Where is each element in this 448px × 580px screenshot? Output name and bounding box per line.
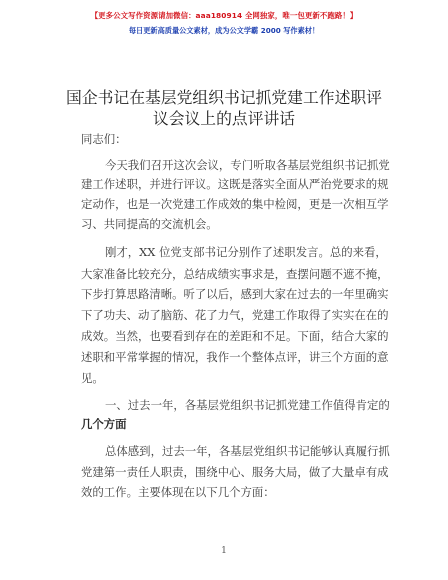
- paragraph-line: 述职和平常掌握的情况，我作一个整体点评，讲三个方面的意: [81, 350, 389, 364]
- title-line: 议会议上的点评讲话: [152, 109, 296, 128]
- paragraph-line: 见。: [81, 371, 104, 385]
- salutation: 同志们：: [81, 132, 127, 146]
- paragraph-line: 成效。当然，也要看到存在的差距和不足。下面，结合大家的: [81, 329, 389, 343]
- paragraph-line: 下步打算思路清晰。听了以后，感到大家在过去的一年里确实: [81, 287, 389, 301]
- paragraph-line: 建工作述职，并进行评议。这既是落实全面从严治党要求的规: [81, 177, 389, 191]
- paragraph-line: 总体感到，过去一年，各基层党组织书记能够认真履行抓: [105, 444, 390, 458]
- section-heading-line: 一、过去一年，各基层党组织书记抓党建工作值得肯定的: [105, 398, 390, 412]
- paragraph-line: 下了功夫、动了脑筋、花了力气，党建工作取得了实实在在的: [81, 308, 389, 322]
- page-number: 1: [221, 546, 227, 556]
- section-heading-bold: 几个方面: [81, 417, 127, 431]
- paragraph-line: 定动作，也是一次党建工作成效的集中检阅，更是一次相互学: [81, 197, 389, 211]
- paragraph-line: 党建第一责任人职责，围绕中心、服务大局，做了大量卓有成: [81, 465, 389, 479]
- promo-banner-daily: 每日更新高质量公文素材，成为公文学霸 2000 写作素材！: [128, 26, 320, 35]
- paragraph-line: 刚才，XX 位党支部书记分别作了述职发言。总的来看，: [105, 245, 387, 259]
- paragraph-line: 习、共同提高的交流机会。: [81, 217, 218, 231]
- paragraph-line: 大家准备比较充分，总结成绩实事求是，查摆问题不遮不掩，: [81, 267, 389, 281]
- document-title: [64, 87, 384, 129]
- paragraph-line: 效的工作。主要体现在以下几个方面：: [81, 485, 275, 499]
- title-line: 国企书记在基层党组织书记抓党建工作述职评: [66, 88, 382, 107]
- promo-banner-wechat: 【更多公文写作资源请加微信：aaa180914 全网独家，唯一包更新不跑路！】: [90, 11, 358, 20]
- paragraph-line: 今天我们召开这次会议，专门听取各基层党组织书记抓党: [105, 158, 390, 172]
